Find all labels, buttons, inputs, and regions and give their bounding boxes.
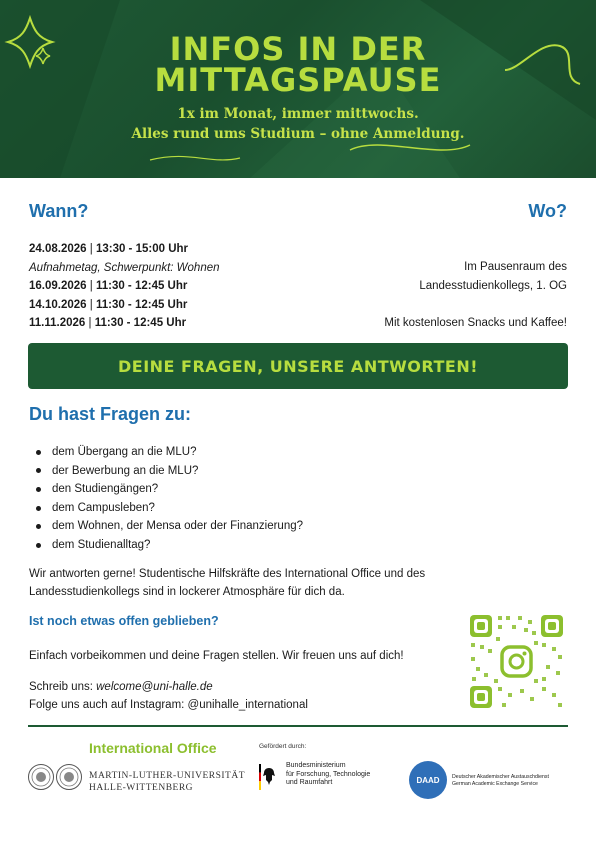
hero-title-line2: MITTAGSPAUSE [154, 61, 442, 99]
list-item: dem Campusleben? [36, 499, 303, 518]
date-note: Aufnahmetag, Schwerpunkt: Wohnen [29, 261, 220, 274]
date-row: 11.11.2026 | 11:30 - 12:45 Uhr [29, 317, 187, 329]
hero-subtitle-line1: 1x im Monat, immer mittwochs. [177, 106, 419, 122]
bullet-icon [36, 450, 41, 455]
international-office-title: International Office [89, 740, 217, 756]
questions-heading: Du hast Fragen zu: [29, 404, 192, 424]
bmbf-name: Bundesministerium für Forschung, Technologie und Raumfahrt [286, 762, 371, 786]
date-row: 24.08.2026 | 13:30 - 15:00 Uhr [29, 243, 188, 255]
email-link[interactable]: welcome@uni-halle.de [96, 681, 213, 693]
email-line: Schreib uns: welcome@uni-halle.de [29, 681, 213, 693]
funded-by-label: Gefördert durch: [259, 743, 307, 750]
daad-name: Deutscher Akademischer Austauschdienst German Academic Exchange Service [452, 774, 549, 787]
hero-banner [0, 0, 596, 178]
open-questions-text: Einfach vorbeikommen und deine Fragen stellen. Wir freuen uns auf dich! [29, 650, 404, 662]
date-row: 14.10.2026 | 11:30 - 12:45 Uhr [29, 298, 188, 311]
location-line2: Landesstudienkollegs, 1. OG [419, 279, 567, 292]
qr-code[interactable] [468, 613, 565, 710]
answer-paragraph: Wir antworten gerne! Studentische Hilfskräfte des International Office und des Landesstudienkollegs sind in lockerer Atmosphäre für dich da. [29, 568, 426, 598]
list-item: dem Wohnen, der Mensa oder der Finanzierung? [36, 517, 303, 536]
where-heading: Wo? [528, 201, 567, 221]
list-item: der Bewerbung an die MLU? [36, 462, 303, 481]
contact-info [29, 678, 308, 714]
bullet-icon [36, 543, 41, 548]
dates-list [29, 240, 220, 333]
daad-logo: DAAD [409, 761, 447, 799]
university-seal-icon [27, 763, 83, 791]
federal-eagle-icon [259, 764, 279, 790]
date-row: 16.09.2026 | 11:30 - 12:45 Uhr [29, 280, 188, 292]
hero-subtitle-line2: Alles rund ums Studium – ohne Anmeldung. [131, 126, 465, 142]
location-line3: Mit kostenlosen Snacks und Kaffee! [384, 316, 567, 329]
when-heading: Wann? [29, 201, 89, 221]
list-item: dem Studienalltag? [36, 536, 303, 555]
open-questions-heading: Ist noch etwas offen geblieben? [29, 614, 219, 628]
bullet-icon [36, 468, 41, 473]
list-item: den Studiengängen? [36, 480, 303, 499]
list-item: dem Übergang an die MLU? [36, 443, 303, 462]
questions-list [36, 443, 303, 555]
bullet-icon [36, 506, 41, 511]
hero-title [0, 30, 596, 99]
hero-subtitle [0, 104, 596, 144]
university-name: MARTIN-LUTHER-UNIVERSITÄT HALLE-WITTENBERG [89, 771, 245, 793]
footer-divider [28, 725, 568, 727]
bullet-icon [36, 487, 41, 492]
hero-title-line1: INFOS IN DER [169, 30, 427, 68]
location-info [384, 258, 567, 332]
instagram-line: Folge uns auch auf Instagram: @unihalle_international [29, 699, 308, 711]
location-line1: Im Pausenraum des [464, 261, 567, 273]
bullet-icon [36, 524, 41, 529]
answers-banner: DEINE FRAGEN, UNSERE ANTWORTEN! [28, 343, 568, 389]
